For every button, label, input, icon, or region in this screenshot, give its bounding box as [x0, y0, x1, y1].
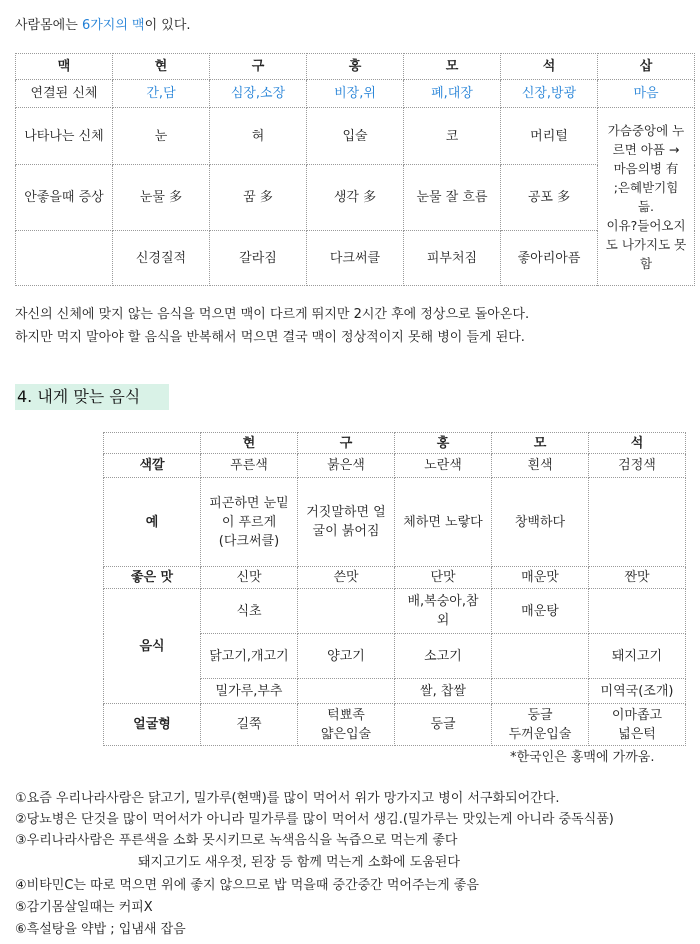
table-cell — [589, 478, 686, 567]
cell-line: 피곤하면 눈밑 — [209, 495, 289, 511]
table-cell: 매운탕 — [492, 589, 589, 634]
header-cell: 홍 — [395, 433, 492, 454]
table-cell: 노란색 — [395, 454, 492, 478]
table-row — [16, 108, 695, 165]
table-cell: 둥글 — [395, 704, 492, 746]
table-cell — [298, 679, 395, 704]
table-row — [16, 231, 695, 286]
table-cell: 길쭉 — [201, 704, 298, 746]
cell-line: 이 푸르게 — [221, 514, 277, 530]
cell-line: 얇은입술 — [320, 726, 372, 742]
row-label: 좋은 맛 — [104, 567, 201, 589]
table-cell: 눈물 多 — [113, 165, 210, 231]
header-cell: 구 — [298, 433, 395, 454]
header-cell: 현 — [201, 433, 298, 454]
note-line: ①요즘 우리나라사람은 닭고기, 밀가루(현맥)를 많이 먹어서 위가 망가지고 병이 서구화되어간다. — [15, 791, 560, 806]
table-cell: 다크써클 — [307, 231, 404, 286]
food-table-header — [104, 433, 686, 454]
row-label: 색깔 — [104, 454, 201, 478]
table-cell: 좋아리아픔 — [501, 231, 598, 286]
table-cell: 단맛 — [395, 567, 492, 589]
intro-line — [15, 14, 191, 33]
table-cell: 공포 多 — [501, 165, 598, 231]
table-cell — [492, 679, 589, 704]
section-heading: 4. 내게 맞는 음식 — [15, 384, 169, 410]
row-label — [16, 231, 113, 286]
note-line: ④비타민C는 따로 먹으면 위에 좋지 않으므로 밥 먹을때 중간중간 먹어주는게 좋음 — [15, 878, 479, 893]
cell-line: 외 — [436, 613, 450, 628]
table-cell: 코 — [404, 108, 501, 165]
table-cell — [589, 704, 686, 746]
sap-note-line: 함 — [639, 255, 653, 271]
table-cell: 푸른색 — [201, 454, 298, 478]
table-cell: 소고기 — [395, 634, 492, 679]
table-cell — [298, 478, 395, 567]
note-line: 돼지고기도 새우젓, 된장 등 함께 먹는게 소화에 도움된다 — [138, 855, 460, 870]
table-cell: 입술 — [307, 108, 404, 165]
table-row — [16, 80, 695, 108]
table-row — [104, 478, 686, 567]
table-row — [104, 454, 686, 478]
table-cell: 폐,대장 — [404, 80, 501, 108]
pulse-table — [15, 53, 695, 286]
cell-line: 배,복숭아,참 — [407, 594, 479, 609]
note-line: ⑥흑설탕을 약밥 ; 입냄새 잡음 — [15, 922, 186, 937]
table-cell: 창백하다 — [492, 478, 589, 567]
sap-note-line: 르면 아픔 → — [612, 141, 680, 157]
table-cell: 미역국(조개) — [589, 679, 686, 704]
sap-note-line: 듦. — [637, 198, 655, 214]
table-cell: 양고기 — [298, 634, 395, 679]
row-label: 얼굴형 — [104, 704, 201, 746]
table-cell: 식초 — [201, 589, 298, 634]
table-cell: 신장,방광 — [501, 80, 598, 108]
sap-note-line: 이유?들어오지 — [606, 217, 686, 233]
table-cell: 비장,위 — [307, 80, 404, 108]
header-cell: 석 — [501, 54, 598, 80]
header-cell: 모 — [404, 54, 501, 80]
header-cell: 석 — [589, 433, 686, 454]
table-row — [104, 704, 686, 746]
table-cell: 짠맛 — [589, 567, 686, 589]
table-cell: 심장,소장 — [210, 80, 307, 108]
table-cell: 신경질적 — [113, 231, 210, 286]
row-label: 음식 — [104, 589, 201, 704]
header-cell — [104, 433, 201, 454]
table-cell: 검정색 — [589, 454, 686, 478]
table-row — [104, 567, 686, 589]
table-cell — [492, 704, 589, 746]
table-cell: 피부처짐 — [404, 231, 501, 286]
header-cell: 홍 — [307, 54, 404, 80]
header-cell: 현 — [113, 54, 210, 80]
footnote: *한국인은 홍맥에 가까움. — [510, 750, 655, 765]
table-row — [104, 589, 686, 634]
intro-suffix: 이 있다. — [144, 18, 191, 33]
food-table — [103, 432, 686, 746]
table-cell: 눈물 잘 흐름 — [404, 165, 501, 231]
note-line: ③우리나라사람은 푸른색을 소화 못시키므로 녹색음식을 녹즙으로 먹는게 좋다 — [15, 833, 458, 848]
table-row — [16, 165, 695, 231]
row-label: 안좋을때 증상 — [16, 165, 113, 231]
table-cell: 눈 — [113, 108, 210, 165]
pulse-table-header — [16, 54, 695, 80]
table-cell: 체하면 노랗다 — [395, 478, 492, 567]
cell-line: 거짓말하면 얼 — [306, 505, 386, 520]
table-cell: 생각 多 — [307, 165, 404, 231]
table-cell: 돼지고기 — [589, 634, 686, 679]
sap-note-line: 가슴중앙에 누 — [607, 122, 685, 138]
cell-line: 둥글 — [527, 707, 553, 723]
table-cell: 간,담 — [113, 80, 210, 108]
table-cell: 혀 — [210, 108, 307, 165]
sap-note-line: 도 나가지도 못 — [605, 236, 687, 252]
cell-line: (다크써클) — [218, 533, 280, 549]
table-cell: 갈라짐 — [210, 231, 307, 286]
header-cell: 삽 — [598, 54, 695, 80]
cell-line: 넓은턱 — [618, 726, 656, 742]
table-cell: 밀가루,부추 — [201, 679, 298, 704]
cell-line: 두꺼운입술 — [508, 726, 572, 742]
table-cell: 머리털 — [501, 108, 598, 165]
header-cell: 구 — [210, 54, 307, 80]
intro-prefix: 사람몸에는 — [15, 18, 82, 33]
table-cell: 매운맛 — [492, 567, 589, 589]
sap-note-cell — [598, 108, 695, 286]
row-label: 예 — [104, 478, 201, 567]
table-cell — [298, 704, 395, 746]
paragraph-line: 자신의 신체에 맞지 않는 음식을 먹으면 맥이 다르게 뛰지만 2시간 후에 정상으로 돌아온다. — [15, 307, 530, 322]
table-cell — [492, 634, 589, 679]
intro-highlight: 6가지의 맥 — [81, 18, 145, 33]
table-cell — [298, 589, 395, 634]
header-cell: 맥 — [16, 54, 113, 80]
table-cell: 마음 — [598, 80, 695, 108]
row-label: 나타나는 신체 — [16, 108, 113, 165]
table-cell: 신맛 — [201, 567, 298, 589]
sap-note-line: ;은혜받기힘 — [613, 179, 679, 195]
table-cell: 붉은색 — [298, 454, 395, 478]
table-cell — [201, 478, 298, 567]
note-line: ②당뇨병은 단것을 많이 먹어서가 아니라 밀가루를 많이 먹어서 생김.(밀가루는 맛있는게 아니라 중독식품) — [15, 812, 614, 827]
header-cell: 모 — [492, 433, 589, 454]
table-cell: 흰색 — [492, 454, 589, 478]
table-cell: 쌀, 찹쌀 — [395, 679, 492, 704]
cell-line: 굴이 붉어짐 — [312, 524, 380, 539]
cell-line: 이마좁고 — [611, 707, 663, 723]
sap-note-line: 마음의병 有 — [613, 160, 679, 176]
table-cell: 꿈 多 — [210, 165, 307, 231]
note-line: ⑤감기몸살일때는 커피X — [15, 900, 153, 915]
table-cell: 닭고기,개고기 — [201, 634, 298, 679]
table-cell — [589, 589, 686, 634]
table-cell: 쓴맛 — [298, 567, 395, 589]
table-cell — [395, 589, 492, 634]
cell-line: 턱뾰족 — [327, 707, 365, 723]
row-label: 연결된 신체 — [16, 80, 113, 108]
paragraph-line: 하지만 먹지 말아야 할 음식을 반복해서 먹으면 결국 맥이 정상적이지 못해 병이 들게 된다. — [15, 330, 525, 345]
